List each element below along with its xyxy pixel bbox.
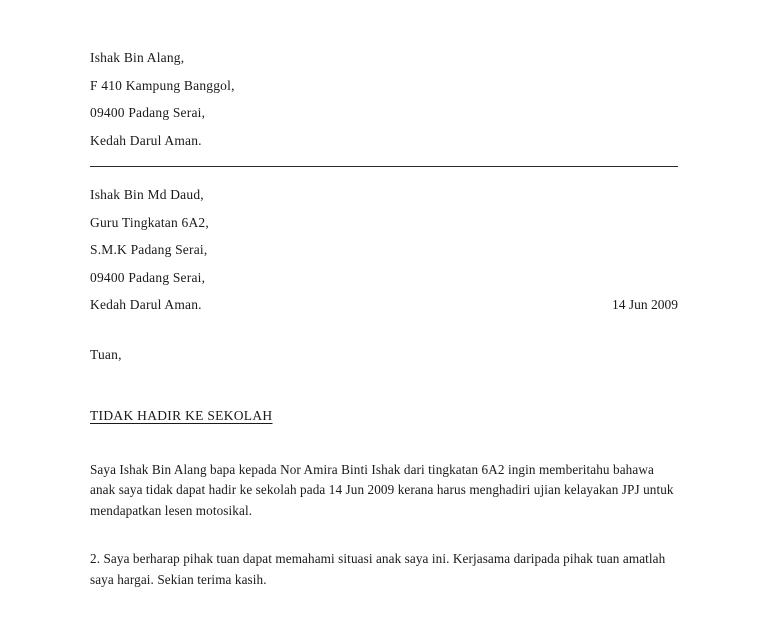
body-paragraph-2: 2. Saya berharap pihak tuan dapat memahami situasi anak saya ini. Kerjasama daripada pihak tuan amatlah saya hargai. Sekian terima kasih. <box>90 551 666 587</box>
recipient-address-line: Guru Tingkatan 6A2, <box>90 214 209 230</box>
sender-address-block <box>90 44 678 154</box>
horizontal-divider <box>90 166 678 167</box>
recipient-address-block <box>90 181 678 319</box>
recipient-address-line: 09400 Padang Serai, <box>90 269 206 285</box>
sender-address-line: F 410 Kampung Banggol, <box>90 77 235 93</box>
recipient-address-line: S.M.K Padang Serai, <box>90 242 208 257</box>
recipient-address-line: Ishak Bin Md Daud, <box>90 187 204 202</box>
sender-address-line: Ishak Bin Alang, <box>90 50 185 65</box>
letter-date: 14 Jun 2009 <box>611 297 678 312</box>
body-paragraph-1: Saya Ishak Bin Alang bapa kepada Nor Amira Binti Ishak dari tingkatan 6A2 ingin memberitahu bahawa anak saya tidak dapat hadir ke sekolah pada 14 Jun 2009 kerana harus menghadiri ujian kelayakan JPJ untuk mendapatkan lesen motosikal. <box>90 461 674 518</box>
salutation: Tuan, <box>90 346 122 362</box>
sender-address-line: Kedah Darul Aman. <box>90 132 202 148</box>
sender-address-line: 09400 Padang Serai, <box>90 105 206 120</box>
letter-subject: TIDAK HADIR KE SEKOLAH <box>90 408 273 423</box>
recipient-address-line: Kedah Darul Aman. <box>90 297 202 312</box>
